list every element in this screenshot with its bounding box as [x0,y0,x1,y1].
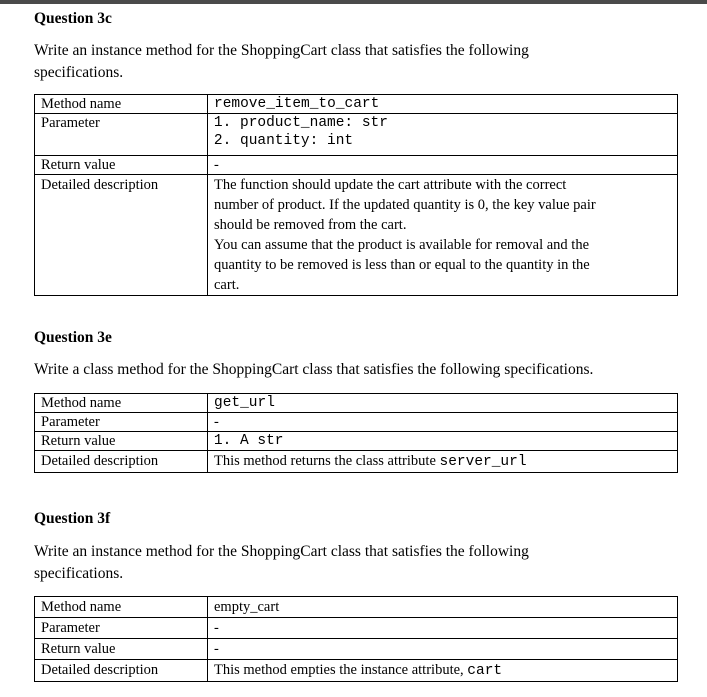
question-3c-title: Question 3c [34,10,112,27]
table-row [35,156,678,175]
parameter-item: 1. product_name: str [240,114,671,132]
detailed-description-label: Detailed description [35,175,208,296]
detailed-description: The function should update the cart attribute with the correct number of product. If the updated quantity is 0, the key value pair should be removed from the cart. You can assume that the product is available for removal and the quantity to be removed is less than or equal to the quantity in the cart. [208,175,678,296]
code-cart: cart [467,663,503,679]
question-3f-spec-table [34,596,678,682]
table-row [35,639,678,660]
table-row [35,95,678,114]
parameter-list-cell [208,114,678,156]
table-row [35,660,678,682]
question-3e-intro: Write a class method for the ShoppingCart class that satisfies the following specifications. [34,361,594,378]
parameter-item: 2. quantity: int [240,132,671,150]
parameter-label: Parameter [35,114,208,156]
parameter-label: Parameter [35,618,208,639]
method-name-label: Method name [35,394,208,413]
method-name-value: get_url [208,394,678,413]
table-row [35,413,678,432]
question-3c-spec-table [34,94,678,296]
return-list [214,432,671,450]
table-row [35,114,678,156]
table-row [35,432,678,451]
question-3c-intro: Write an instance method for the ShoppingCart class that satisfies the following specifications. [34,42,529,81]
parameter-value: - [208,413,678,432]
method-name-value: empty_cart [208,597,678,618]
method-name-label: Method name [35,95,208,114]
detailed-description-label: Detailed description [35,451,208,473]
table-row [35,451,678,473]
table-row [35,618,678,639]
return-item: 1. A str [240,432,671,450]
detailed-description: This method empties the instance attribute, cart [208,660,678,682]
detailed-description-label: Detailed description [35,660,208,682]
return-value: - [208,156,678,175]
return-value-label: Return value [35,432,208,451]
parameter-list [214,114,671,150]
return-value-label: Return value [35,639,208,660]
code-server-url: server_url [439,454,527,470]
parameter-value: - [208,618,678,639]
method-name-value: remove_item_to_cart [208,95,678,114]
return-value-cell [208,432,678,451]
method-name-label: Method name [35,597,208,618]
detailed-description: This method returns the class attribute server_url [208,451,678,473]
parameter-label: Parameter [35,413,208,432]
question-3f-intro: Write an instance method for the ShoppingCart class that satisfies the following specifications. [34,543,529,582]
question-3e-spec-table [34,393,678,473]
return-value-label: Return value [35,156,208,175]
question-3f-title: Question 3f [34,510,111,527]
top-divider [0,0,707,4]
table-row [35,175,678,296]
question-3e-title: Question 3e [34,329,112,346]
return-value: - [208,639,678,660]
table-row [35,597,678,618]
table-row [35,394,678,413]
